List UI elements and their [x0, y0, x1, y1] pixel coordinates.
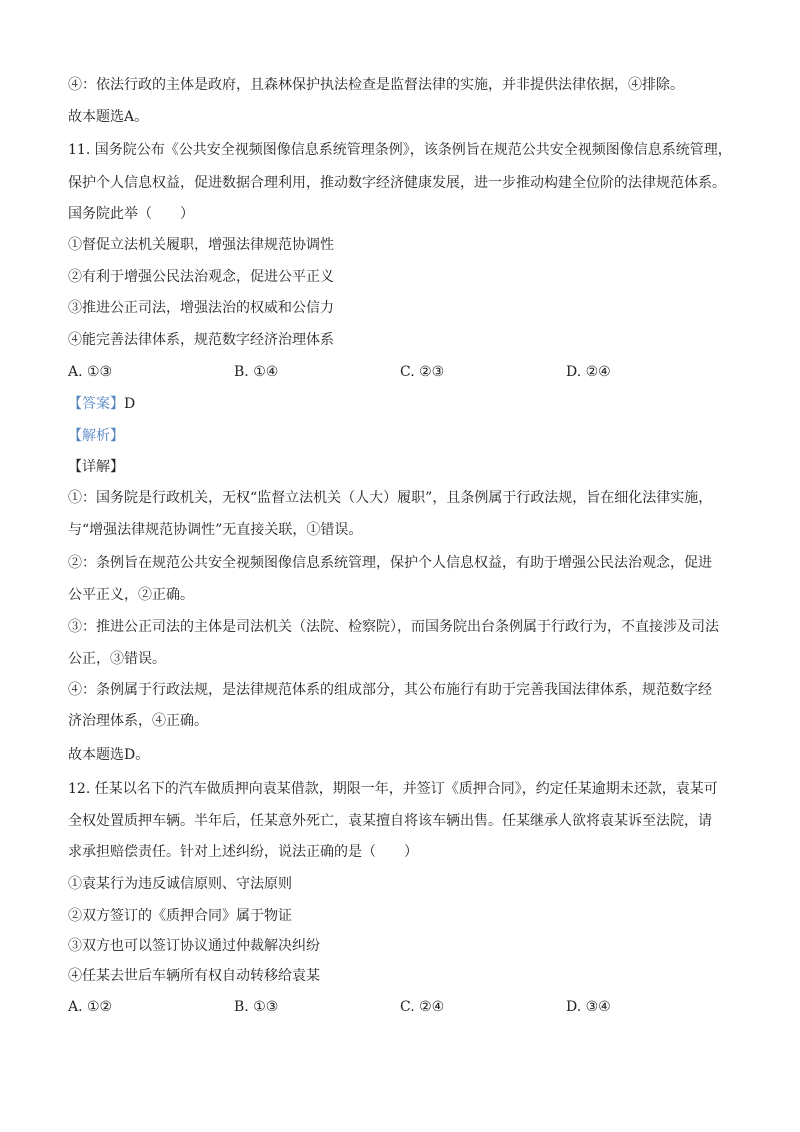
- q11-option-b: B. ①④: [234, 364, 279, 380]
- prev-explanation-4: ④：依法行政的主体是政府，且森林保护执法检查是监督法律的实施，并非提供法律依据，④排除。: [68, 77, 684, 93]
- q12-option-c: C. ②④: [400, 999, 445, 1015]
- q11-statement: ②有利于增强公民法治观念，促进公平正义: [68, 269, 334, 285]
- answer-value: D: [124, 396, 136, 412]
- q11-explanation-line: 与“增强法律规范协调性”无直接关联，①错误。: [68, 522, 363, 538]
- q12-statement: ③双方也可以签订协议通过仲裁解决纠纷: [68, 938, 320, 954]
- q11-option-c: C. ②③: [400, 364, 445, 380]
- q11-option-d: D. ②④: [566, 364, 611, 380]
- q11-stem-line: 国务院此举（ ）: [68, 206, 194, 222]
- q11-explanation-line: ①：国务院是行政机关，无权“监督立法机关（人大）履职”，且条例属于行政法规，旨在细化法律实施，: [68, 490, 713, 506]
- q11-explanation-line: ④：条例属于行政法规，是法律规范体系的组成部分，其公布施行有助于完善我国法律体系，规范数字经: [68, 682, 712, 698]
- answer-label: 【答案】: [68, 396, 124, 412]
- q11-statement: ④能完善法律体系，规范数字经济治理体系: [68, 332, 334, 348]
- q11-stem-line: 保护个人信息权益，促进数据合理利用，推动数字经济健康发展，进一步推动构建全位阶的法律规范体系。: [68, 175, 726, 191]
- q11-explanation-line: ③：推进公正司法的主体是司法机关（法院、检察院），而国务院出台条例属于行政行为，不直接涉及司法: [68, 619, 719, 635]
- q12-stem-line: 求承担赔偿责任。针对上述纠纷，说法正确的是（ ）: [68, 844, 418, 860]
- q11-explanation-line: 公正，③错误。: [68, 651, 166, 667]
- prev-conclusion: 故本题选A。: [68, 109, 149, 125]
- q12-statement: ④任某去世后车辆所有权自动转移给袁某: [68, 968, 320, 984]
- analysis-label: 【解析】: [68, 428, 124, 444]
- q12-stem-line: 12. 任某以名下的汽车做质押向袁某借款，期限一年，并签订《质押合同》，约定任某逾期未还款，袁某可: [68, 781, 718, 797]
- q11-answer: [68, 395, 135, 413]
- detail-label: 【详解】: [68, 459, 124, 475]
- q11-conclusion: 故本题选D。: [68, 747, 150, 763]
- q11-explanation-line: ②：条例旨在规范公共安全视频图像信息系统管理，保护个人信息权益，有助于增强公民法治观念，促进: [68, 555, 712, 571]
- q11-explanation-line: 济治理体系，④正确。: [68, 713, 208, 729]
- q11-stem-line: 11. 国务院公布《公共安全视频图像信息系统管理条例》，该条例旨在规范公共安全视频图像信息系统管理，: [68, 142, 732, 158]
- q12-option-d: D. ③④: [566, 999, 611, 1015]
- q12-option-b: B. ①③: [234, 999, 279, 1015]
- q11-option-a: A. ①③: [68, 364, 113, 380]
- q11-statement: ①督促立法机关履职，增强法律规范协调性: [68, 237, 334, 253]
- q11-statement: ③推进公正司法，增强法治的权威和公信力: [68, 300, 334, 316]
- q12-statement: ②双方签订的《质押合同》属于物证: [68, 908, 292, 924]
- q11-explanation-line: 公平正义，②正确。: [68, 587, 194, 603]
- q12-stem-line: 全权处置质押车辆。半年后，任某意外死亡，袁某擅自将该车辆出售。任某继承人欲将袁某诉至法院，请: [68, 813, 712, 829]
- q12-option-a: A. ①②: [68, 999, 113, 1015]
- q12-statement: ①袁某行为违反诚信原则、守法原则: [68, 876, 292, 892]
